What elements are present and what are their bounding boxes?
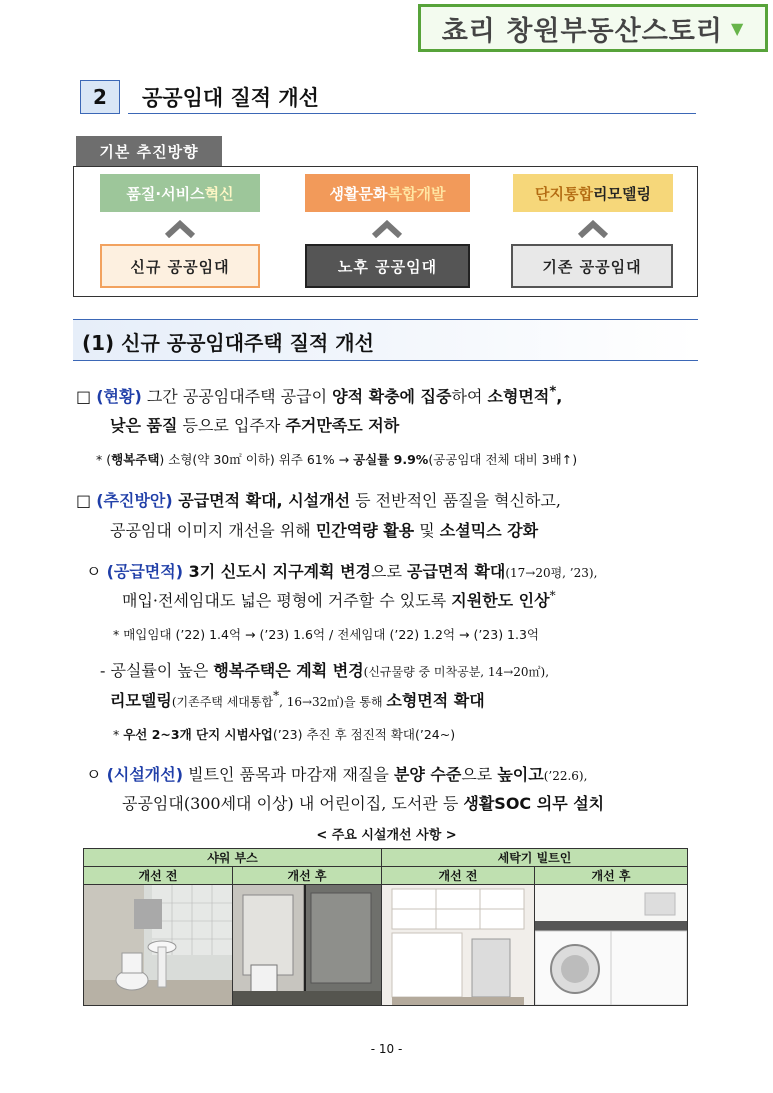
bold-text: 3기 신도시 지구계획 변경 [183,562,371,581]
text: , 16→32㎡)을 통해 [279,695,387,709]
bold-text: 분양 수준 [393,765,462,784]
page-number: - 10 - [370,1042,403,1056]
photo-shower-after [233,885,382,1006]
square-bullet: □ [76,491,92,510]
text: - 공실률이 높은 [100,661,214,680]
bold-text: 우선 2~3개 단지 시범사업 [123,727,273,742]
paragraph-tag: (시설개선) [106,765,184,784]
bold-text: 공급면적 확대 [407,562,506,581]
paragraph-status-line2 [110,413,399,436]
text: 빌트인 품목과 마감재 재질을 [183,765,394,784]
subsection-title: (1) 신규 공공임대주택 질적 개선 [82,331,374,355]
section-number: 2 [80,80,120,114]
document-header-tag [418,4,768,52]
paragraph-status-line1 [76,384,562,407]
direction-text: 단지통합 [535,184,593,203]
text: 으로 [371,562,407,581]
bold-text: 소형면적 [487,387,550,406]
paragraph-tag: (추진방안) [96,491,173,510]
text: 등 전반적인 품질을 혁신하고, [350,491,561,510]
text: 하여 [451,387,488,406]
direction-highlight: 리모델링 [593,184,651,203]
group-header-shower: 샤워 부스 [84,849,382,867]
direction-highlight: 복합개발 [387,184,446,203]
group-header-washer: 세탁기 빌트인 [382,849,688,867]
paragraph-tag: (현황) [96,387,142,406]
basic-direction-label: 기본 추진방향 [76,136,222,166]
text: ) 소형(약 30㎡ 이하) 위주 61% → [159,452,354,467]
text: (’22.6), [543,769,588,783]
table-caption: < 주요 시설개선 사항 > [316,828,457,843]
bold-text: 공급면적 확대, 시설개선 [172,491,351,510]
laundry-image [382,885,534,1005]
direction-remodeling [513,174,673,212]
text: 공공임대(300세대 이상) 내 어린이집, 도서관 등 [122,794,464,813]
text: 그간 공공임대주택 공급이 [141,387,333,406]
chevron-up-icon [372,220,402,238]
paragraph-facility-line1 [86,762,587,785]
old-public-rental: 노후 공공임대 [305,244,470,288]
bold-text: 행복주택 [111,452,160,467]
footnote-mark: * [273,688,280,703]
text: 으로 [461,765,498,784]
text: * [113,727,124,742]
bathroom-image [233,885,381,1005]
bold-text: 공실률 9.9% [353,452,429,467]
photo-washer-after [535,885,688,1006]
laundry-image [535,885,687,1005]
direction-text: 품질·서비스 [126,184,205,203]
bold-text: 행복주택은 계획 변경 [213,661,364,680]
bold-text: 민간역량 활용 [315,521,415,540]
footnote-mark: * [549,588,556,603]
direction-text: 생활문화 [329,184,388,203]
bold-text: 주거만족도 저하 [285,416,400,435]
note-support-limit: * 매입임대 (’22) 1.4억 → (’23) 1.6억 / 전세임대 (’22) 1.2억 → (’23) 1.3억 [113,627,540,642]
text: * ( [96,452,112,467]
col-before: 개선 전 [84,867,233,885]
paragraph-happy-line2 [110,688,485,711]
direction-highlight: 혁신 [204,184,234,203]
square-bullet: □ [76,387,92,406]
paragraph-facility-line2 [122,791,604,814]
section-title: 공공임대 질적 개선 [142,86,319,110]
photo-washer-before [382,885,535,1006]
footnote-mark: * [549,384,557,400]
facility-improvement-table [83,848,688,1006]
paragraph-tag: (공급면적) [106,562,184,581]
text: 및 [414,521,440,540]
text: 공공임대 이미지 개선을 위해 [110,521,316,540]
col-after: 개선 후 [535,867,688,885]
text: (17→20평, ’23), [505,566,598,580]
bold-text: 높이고 [497,765,544,784]
chevron-up-icon [578,220,608,238]
circle-bullet: ㅇ [86,562,102,581]
paragraph-area-line2 [122,588,556,611]
paragraph-plan-line1 [76,488,561,511]
paragraph-happy-line1 [100,658,549,681]
existing-public-rental: 기존 공공임대 [511,244,673,288]
paragraph-area-line1 [86,559,597,582]
direction-living-culture [305,174,470,212]
col-after: 개선 후 [233,867,382,885]
text: 등으로 입주자 [177,416,286,435]
direction-quality-service [100,174,260,212]
circle-bullet: ㅇ [86,765,102,784]
header-title: 쵸리 창원부동산스토리 [441,15,723,47]
text: (공공임대 전체 대비 3배↑) [428,452,578,467]
text: 매입·전세임대도 넓은 평형에 거주할 수 있도록 [122,591,452,610]
bold-text: 소셜믹스 강화 [439,521,539,540]
bold-text: 소형면적 확대 [386,691,485,710]
bold-text: 지원한도 인상 [451,591,550,610]
note-pilot-project [113,725,455,743]
col-before: 개선 전 [382,867,535,885]
photo-shower-before [84,885,233,1006]
note-happy-housing [96,450,577,468]
text: (’23) 추진 후 점진적 확대(’24~) [272,727,456,742]
text: (신규물량 중 미착공분, 14→20㎡), [363,665,550,679]
paragraph-plan-line2 [110,518,538,541]
bold-text: 생활SOC 의무 설치 [463,794,605,813]
section-underline [128,113,696,114]
triangle-down-icon: ▼ [730,18,745,38]
chevron-up-icon [165,220,195,238]
text: , [556,387,563,406]
new-public-rental: 신규 공공임대 [100,244,260,288]
bold-text: 리모델링 [110,691,172,710]
bold-text: 낮은 품질 [110,416,178,435]
text: (기존주택 세대통합 [171,695,274,709]
bold-text: 양적 확충에 집중 [332,387,452,406]
bathroom-image [84,885,232,1005]
